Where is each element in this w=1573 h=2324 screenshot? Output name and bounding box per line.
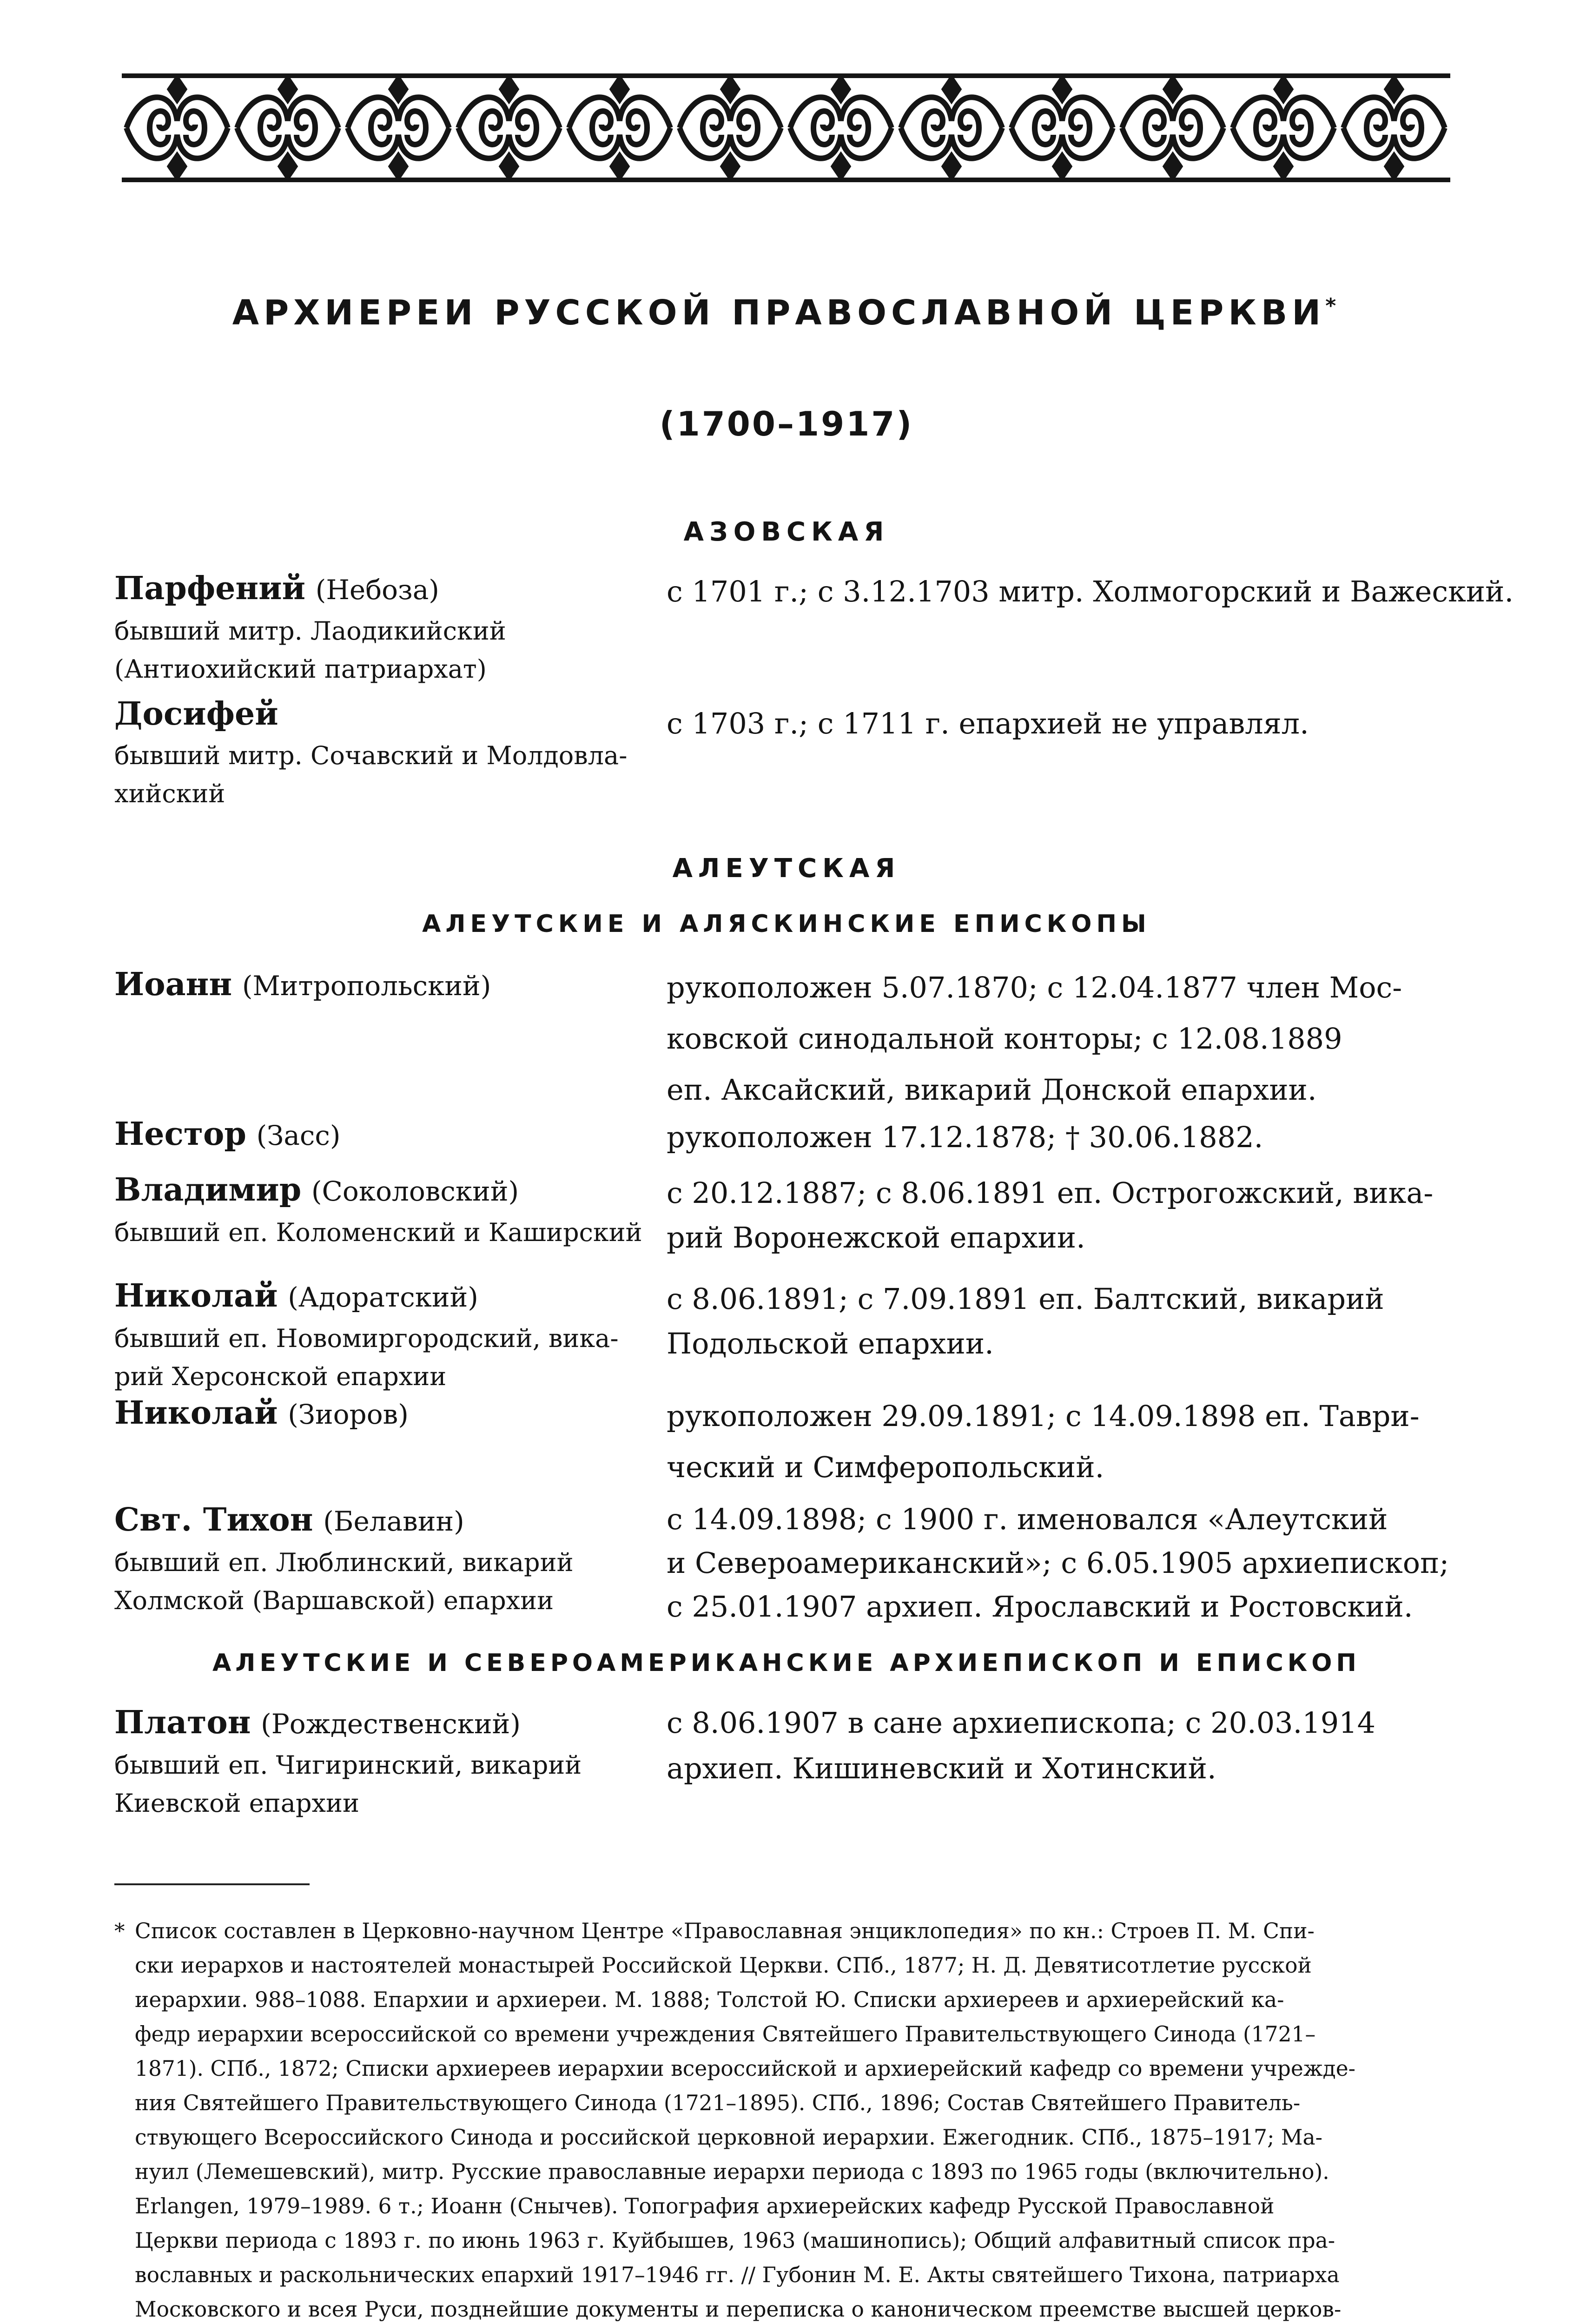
tenure-line: рукоположен 5.07.1870; с 12.04.1877 член Мос- [667,971,1402,1004]
hierarch-name-line [114,1274,649,1320]
previous-see: Киевской епархии [114,1789,359,1818]
previous-see: бывший еп. Люблинский, викарий [114,1548,574,1577]
previous-see: бывший еп. Новомиргородский, вика- [114,1324,619,1353]
tenure-line: ческий и Симферопольский. [667,1450,1104,1484]
footnote-line: вославных и раскольнических епархий 1917–1946 гг. // Губонин М. Е. Акты святейшего Тихона, патриарха [135,2263,1340,2287]
entry-left-column [114,1112,649,1158]
tenure-line: с 8.06.1907 в сане архиепископа; с 20.03.1914 [667,1706,1376,1740]
title-footnote-mark: * [1325,294,1341,318]
hierarch-surname: (Митропольский) [242,970,491,1002]
tenure-line: и Североамериканский»; с 6.05.1905 архиепископ; [667,1546,1449,1580]
hierarch-name-line [114,692,649,737]
footnote-separator [114,1883,310,1885]
tenure-line: Подольской епархии. [667,1327,994,1360]
entry-left-column [114,1700,649,1822]
footnote [114,1914,1478,2324]
entry-left-column [114,1498,649,1620]
section-heading-aleut: АЛЕУТСКАЯ [672,853,901,884]
footnote-line: 1871). СПб., 1872; Списки архиереев иерархии всероссийской и архиерейский кафедр со времени учрежде- [135,2056,1356,2081]
subsection-heading-aleut-north-america: АЛЕУТСКИЕ И СЕВЕРОАМЕРИКАНСКИЕ АРХИЕПИСКОП И ЕПИСКОП [212,1649,1361,1677]
title-text: АРХИЕРЕИ РУССКОЙ ПРАВОСЛАВНОЙ ЦЕРКВИ [232,293,1326,333]
hierarch-surname: (Засс) [256,1120,341,1151]
hierarch-name: Владимир [114,1171,302,1208]
tenure-line: с 14.09.1898; с 1900 г. именовался «Алеутский [667,1502,1388,1536]
previous-see: (Антиохийский патриархат) [114,654,487,684]
tenure-line: с 1703 г.; с 1711 г. епархией не управлял. [667,706,1309,740]
footnote-line: ствующего Всероссийского Синода и российской церковной иерархии. Ежегодник. СПб., 1875–1917; Ма- [135,2125,1322,2150]
previous-see: бывший еп. Чигиринский, викарий [114,1750,582,1780]
subsection-heading-aleut-alaska: АЛЕУТСКИЕ И АЛЯСКИНСКИЕ ЕПИСКОПЫ [422,910,1151,938]
tenure-line: рукоположен 29.09.1891; с 14.09.1898 еп. Таври- [667,1399,1420,1433]
entry-right-column [667,1112,1480,1163]
footnote-line: иерархии. 988–1088. Епархии и архиереи. М. 1888; Толстой Ю. Списки архиереев и архиерейский ка- [135,1987,1284,2012]
tenure-line: с 25.01.1907 архиеп. Ярославский и Ростовский. [667,1590,1413,1624]
entry-left-column [114,1391,649,1437]
entry-left-column [114,1274,649,1396]
hierarch-name: Парфений [114,570,306,607]
tenure-line: с 8.06.1891; с 7.09.1891 еп. Балтский, викарий [667,1282,1384,1316]
hierarch-name: Свт. Тихон [114,1501,313,1538]
tenure-line: еп. Аксайский, викарий Донской епархии. [667,1073,1317,1107]
entry-left-column [114,692,649,813]
entry-right-column [667,566,1514,617]
entry-left-column [114,962,649,1008]
ornamental-header-band [122,70,1450,186]
footnote-line: ния Святейшего Правительствующего Синода (1721–1895). СПб., 1896; Состав Святейшего Правитель- [135,2091,1301,2115]
previous-see: бывший митр. Лаодикийский [114,616,506,646]
entry-right-column [667,1274,1480,1369]
footnote-mark: * [114,1919,125,1943]
hierarch-surname: (Адоратский) [288,1281,478,1313]
period-subtitle: (1700–1917) [659,404,914,443]
entry-right-column [667,1498,1480,1629]
tenure-line: с 1701 г.; с 3.12.1703 митр. Холмогорский и Важеский. [667,574,1514,608]
hierarch-name: Нестор [114,1116,246,1153]
hierarch-surname: (Соколовский) [311,1175,519,1207]
entry-left-column [114,566,649,688]
hierarch-surname: (Зиоров) [288,1399,409,1430]
footnote-line: Московского и всея Руси, позднейшие документы и переписка о каноническом преемстве высшей церков- [135,2297,1342,2322]
tenure-line: рий Воронежской епархии. [667,1221,1085,1254]
tenure-line: рукоположен 17.12.1878; † 30.06.1882. [667,1120,1263,1154]
entry-right-column [667,698,1480,749]
page-title [0,293,1573,333]
previous-see: Холмской (Варшавской) епархии [114,1586,554,1615]
footnote-line: Erlangen, 1979–1989. 6 т.; Иоанн (Снычев). Топография архиерейских кафедр Русской Православной [135,2194,1275,2218]
entry-right-column [667,962,1480,1116]
hierarch-name-line [114,566,649,612]
previous-see: хийский [114,779,225,808]
hierarch-name-line [114,1112,649,1158]
tenure-line: ковской синодальной конторы; с 12.08.1889 [667,1022,1342,1056]
hierarch-name-line [114,1391,649,1437]
tenure-line: архиеп. Кишиневский и Хотинский. [667,1751,1216,1785]
hierarch-name-line [114,1498,649,1544]
hierarch-name: Николай [114,1394,278,1432]
hierarch-name-line [114,1700,649,1746]
footnote-line: ски иерархов и настоятелей монастырей Российской Церкви. СПб., 1877; Н. Д. Девятисотлетие русской [135,1953,1312,1978]
entry-right-column [667,1168,1480,1263]
footnote-line: федр иерархии всероссийской со времени учреждения Святейшего Правительствующего Синода (1721– [135,2022,1316,2047]
previous-see: рий Херсонской епархии [114,1362,447,1391]
entry-left-column [114,1168,649,1252]
hierarch-name: Платон [114,1704,251,1741]
hierarch-name: Иоанн [114,966,232,1003]
entry-right-column [667,1391,1480,1493]
section-heading-azov: АЗОВСКАЯ [683,517,890,547]
hierarch-surname: (Небоза) [315,574,439,606]
tenure-line: с 20.12.1887; с 8.06.1891 еп. Острогожский, вика- [667,1176,1434,1210]
hierarch-name: Николай [114,1277,278,1314]
previous-see: бывший еп. Коломенский и Каширский [114,1218,642,1247]
footnote-line: нуил (Лемешевский), митр. Русские православные иерархи периода с 1893 по 1965 годы (включительно). [135,2159,1329,2184]
hierarch-name-line [114,1168,649,1214]
footnote-line: Церкви периода с 1893 г. по июнь 1963 г. Куйбышев, 1963 (машинопись); Общий алфавитный список пра- [135,2228,1335,2253]
previous-see: бывший митр. Сочавский и Молдовла- [114,741,628,770]
entry-right-column [667,1700,1480,1791]
hierarch-name-line [114,962,649,1008]
footnote-line: Список составлен в Церковно-научном Центре «Православная энциклопедия» по кн.: Строев П. М. Спи- [135,1919,1315,1943]
entry-dosifey [114,692,1481,831]
hierarch-name: Досифей [114,695,278,733]
hierarch-surname: (Белавин) [323,1505,464,1537]
hierarch-surname: (Рождественский) [261,1708,521,1740]
